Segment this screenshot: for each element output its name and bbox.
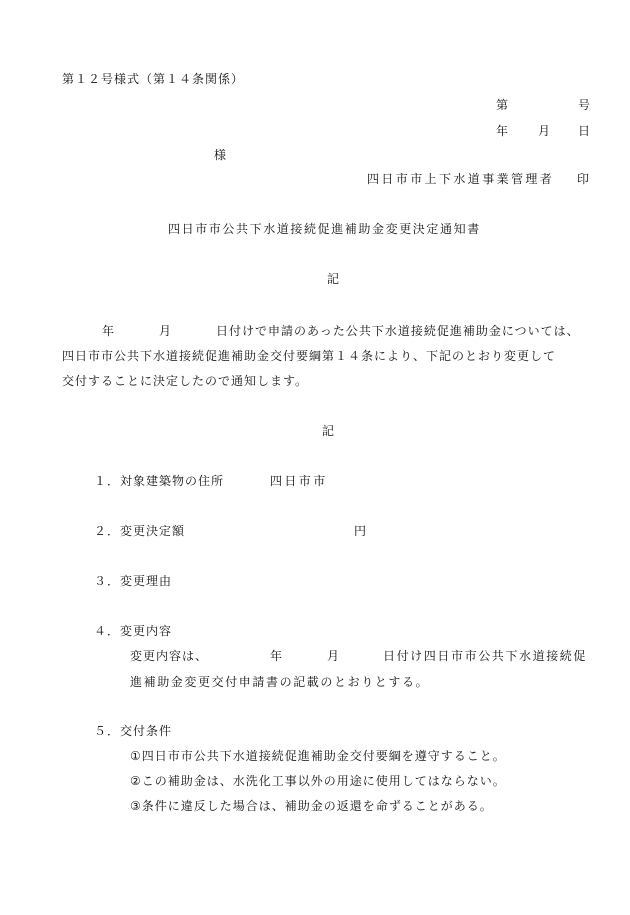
- condition-1: ①四日市市公共下水道接続促進補助金交付要綱を遵守すること。: [130, 749, 506, 763]
- page-title: 四日市市公共下水道接続促進補助金変更決定通知書: [168, 222, 481, 236]
- item5-label: ５．交付条件: [94, 724, 173, 738]
- first-ki-marker: 記: [327, 272, 341, 286]
- body-line1: 日付けで申請のあった公共下水道接続促進補助金については、: [216, 324, 580, 338]
- date-year: 年: [496, 124, 510, 138]
- item4-month: 月: [327, 649, 341, 663]
- date-day: 日: [578, 124, 592, 138]
- doc-number-suffix: 号: [578, 98, 592, 112]
- item1-label: １．対象建築物の住所: [94, 474, 225, 488]
- addressee-suffix: 様: [214, 148, 228, 162]
- second-ki-marker: 記: [322, 424, 336, 438]
- body-line2: 四日市市公共下水道接続促進補助金交付要綱第１４条により、下記のとおり変更して: [62, 349, 557, 363]
- date-month: 月: [538, 124, 552, 138]
- body-month: 月: [159, 324, 173, 338]
- form-number: 第１２号様式（第１４条関係）: [62, 72, 245, 86]
- item1-value: 四日市市: [270, 474, 328, 488]
- item3-label: ３．変更理由: [94, 574, 173, 588]
- condition-2: ②この補助金は、水洗化工事以外の用途に使用してはならない。: [130, 774, 506, 788]
- item4-line2: 進補助金変更交付申請書の記載のとおりとする。: [130, 675, 430, 689]
- item4-year: 年: [270, 649, 284, 663]
- item4-label: ４．変更内容: [94, 624, 173, 638]
- body-year: 年: [102, 324, 116, 338]
- item4-prefix: 変更内容は、: [130, 649, 209, 663]
- item2-label: ２．変更決定額: [94, 524, 186, 538]
- body-line3: 交付することに決定したので通知します。: [62, 374, 309, 388]
- item2-unit: 円: [354, 524, 368, 538]
- seal-mark: 印: [577, 172, 591, 186]
- issuer-name: 四日市市上下水道事業管理者: [367, 172, 555, 186]
- doc-number-prefix: 第: [496, 98, 510, 112]
- condition-3: ③条件に違反した場合は、補助金の返還を命ずることがある。: [130, 799, 493, 813]
- item4-rest: 日付け四日市市公共下水道接続促: [383, 649, 588, 663]
